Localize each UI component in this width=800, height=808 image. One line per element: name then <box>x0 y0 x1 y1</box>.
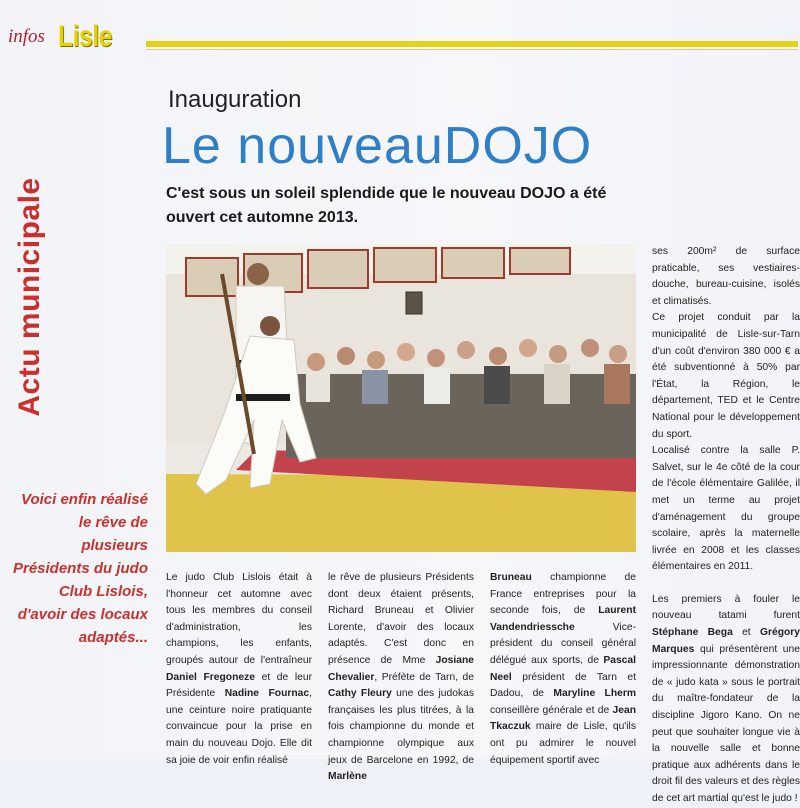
highlighted-name: Pascal Neel <box>490 654 636 683</box>
text-run: et <box>732 627 760 639</box>
column-paragraph <box>652 244 800 310</box>
text-run: Les premiers à fouler le nouveau tatami furent <box>652 593 800 622</box>
article-column-1 <box>166 570 312 769</box>
paragraph-spacer <box>652 576 800 592</box>
text-run: une des judokas françaises les plus titrées, à la fois championne du monde et championne olympique aux jeux de Barcelone en 1992, de <box>328 688 474 766</box>
article-supertitle: Inauguration <box>168 86 302 113</box>
text-run: et de leur Présidente <box>166 671 312 700</box>
header-rule <box>146 41 798 47</box>
highlighted-name: Maryline Lherm <box>553 688 636 700</box>
text-run: , une ceinture noire pratiquante convaincue pour la prise en main du nouveau Dojo. Elle dit sa joie de voir enfin réalisé <box>166 688 312 766</box>
text-run: conseillère générale et de <box>490 704 613 716</box>
text-run: maire de Lisle, qu'ils ont pu admirer le nouvel équipement sportif avec <box>490 721 636 766</box>
text-run: Vice-président du conseil général délégué aux sports, de <box>490 621 636 666</box>
column-paragraph <box>166 570 312 769</box>
column-paragraph <box>652 592 800 808</box>
rubrique-label: Actu municipale <box>13 177 46 417</box>
highlighted-name: Nadine Fournac <box>224 688 310 700</box>
header-rule-thin <box>146 49 798 50</box>
highlighted-name: Marlène <box>328 771 367 783</box>
text-run: ses 200m² de surface praticable, ses vestiaires-douche, bureau-cuisine, isolés et climatisés. <box>652 246 800 307</box>
highlighted-name: Grégory Marques <box>652 627 800 655</box>
article-column-3 <box>490 570 636 769</box>
article-column-4 <box>652 244 800 808</box>
column-paragraph <box>652 310 800 443</box>
text-run: le rêve de plusieurs Présidents dont deux étaient présents, Richard Bruneau et Olivier Lorente, d'avoir des locaux adaptés. C'est donc en présence de Mme <box>328 572 474 666</box>
text-run: qui présentèrent une impressionnante démonstration de « judo kata » sous le portrait du maître-fondateur de la discipline Jigoro Kano. On ne peut que souhaiter longue vie à la nouvelle salle et bonne pratique aux adhérents dans le droit fil des valeurs et des règles de cet art martial qu'est le judo ! <box>652 643 800 804</box>
highlighted-name: Josiane Chevalier <box>328 654 474 683</box>
article-column-2 <box>328 570 474 786</box>
article-title: Le nouveauDOJO <box>162 117 593 175</box>
text-run: Ce projet conduit par la municipalité de Lisle-sur-Tarn d'un coût d'environ 380 000 € a été subventionné à 50% par l'État, la Région, le département, TED et le Centre National pour le développement du sport. <box>652 312 800 440</box>
text-run: Localisé contre la salle P. Salvet, sur le 4e côté de la cour de l'école élémentaire Galilée, il met un terme au projet d'aménagement du groupe scolaire, après la maternelle livrée en 2008 et les classes élémentaires en 2011. <box>652 445 800 573</box>
column-paragraph <box>490 570 636 769</box>
highlighted-name: Stéphane Bega <box>652 627 733 639</box>
dojo-photo <box>166 244 636 552</box>
highlighted-name: Cathy Fleury <box>328 688 392 700</box>
pull-quote: Voici enfin réalisé le rêve de plusieurs Présidents du judo Club Lislois, d'avoir des locaux adaptés... <box>12 491 148 646</box>
article-lead: C'est sous un soleil splendide que le nouveau DOJO a été ouvert cet automne 2013. <box>166 185 607 226</box>
town-label: Lisle <box>58 20 113 53</box>
highlighted-name: Bruneau <box>490 572 532 583</box>
highlighted-name: Daniel Fregoneze <box>166 671 255 683</box>
column-paragraph <box>328 570 474 786</box>
column-paragraph <box>652 443 800 576</box>
text-run: président de Tarn et Dadou, de <box>490 671 636 700</box>
judo-demonstration-illustration <box>166 244 636 552</box>
text-run: championne de France entreprises pour la seconde fois, de <box>490 572 636 617</box>
highlighted-name: Jean Tkaczuk <box>490 704 636 733</box>
section-label: infos <box>8 26 45 47</box>
highlighted-name: Laurent Vandendriessche <box>490 605 636 633</box>
text-run: , Préfète de Tarn, de <box>374 671 474 683</box>
text-run: Le judo Club Lislois était à l'honneur cet automne avec tous les membres du conseil d'administration, les champions, les enfants, groupés autour de l'entraîneur <box>166 572 312 666</box>
